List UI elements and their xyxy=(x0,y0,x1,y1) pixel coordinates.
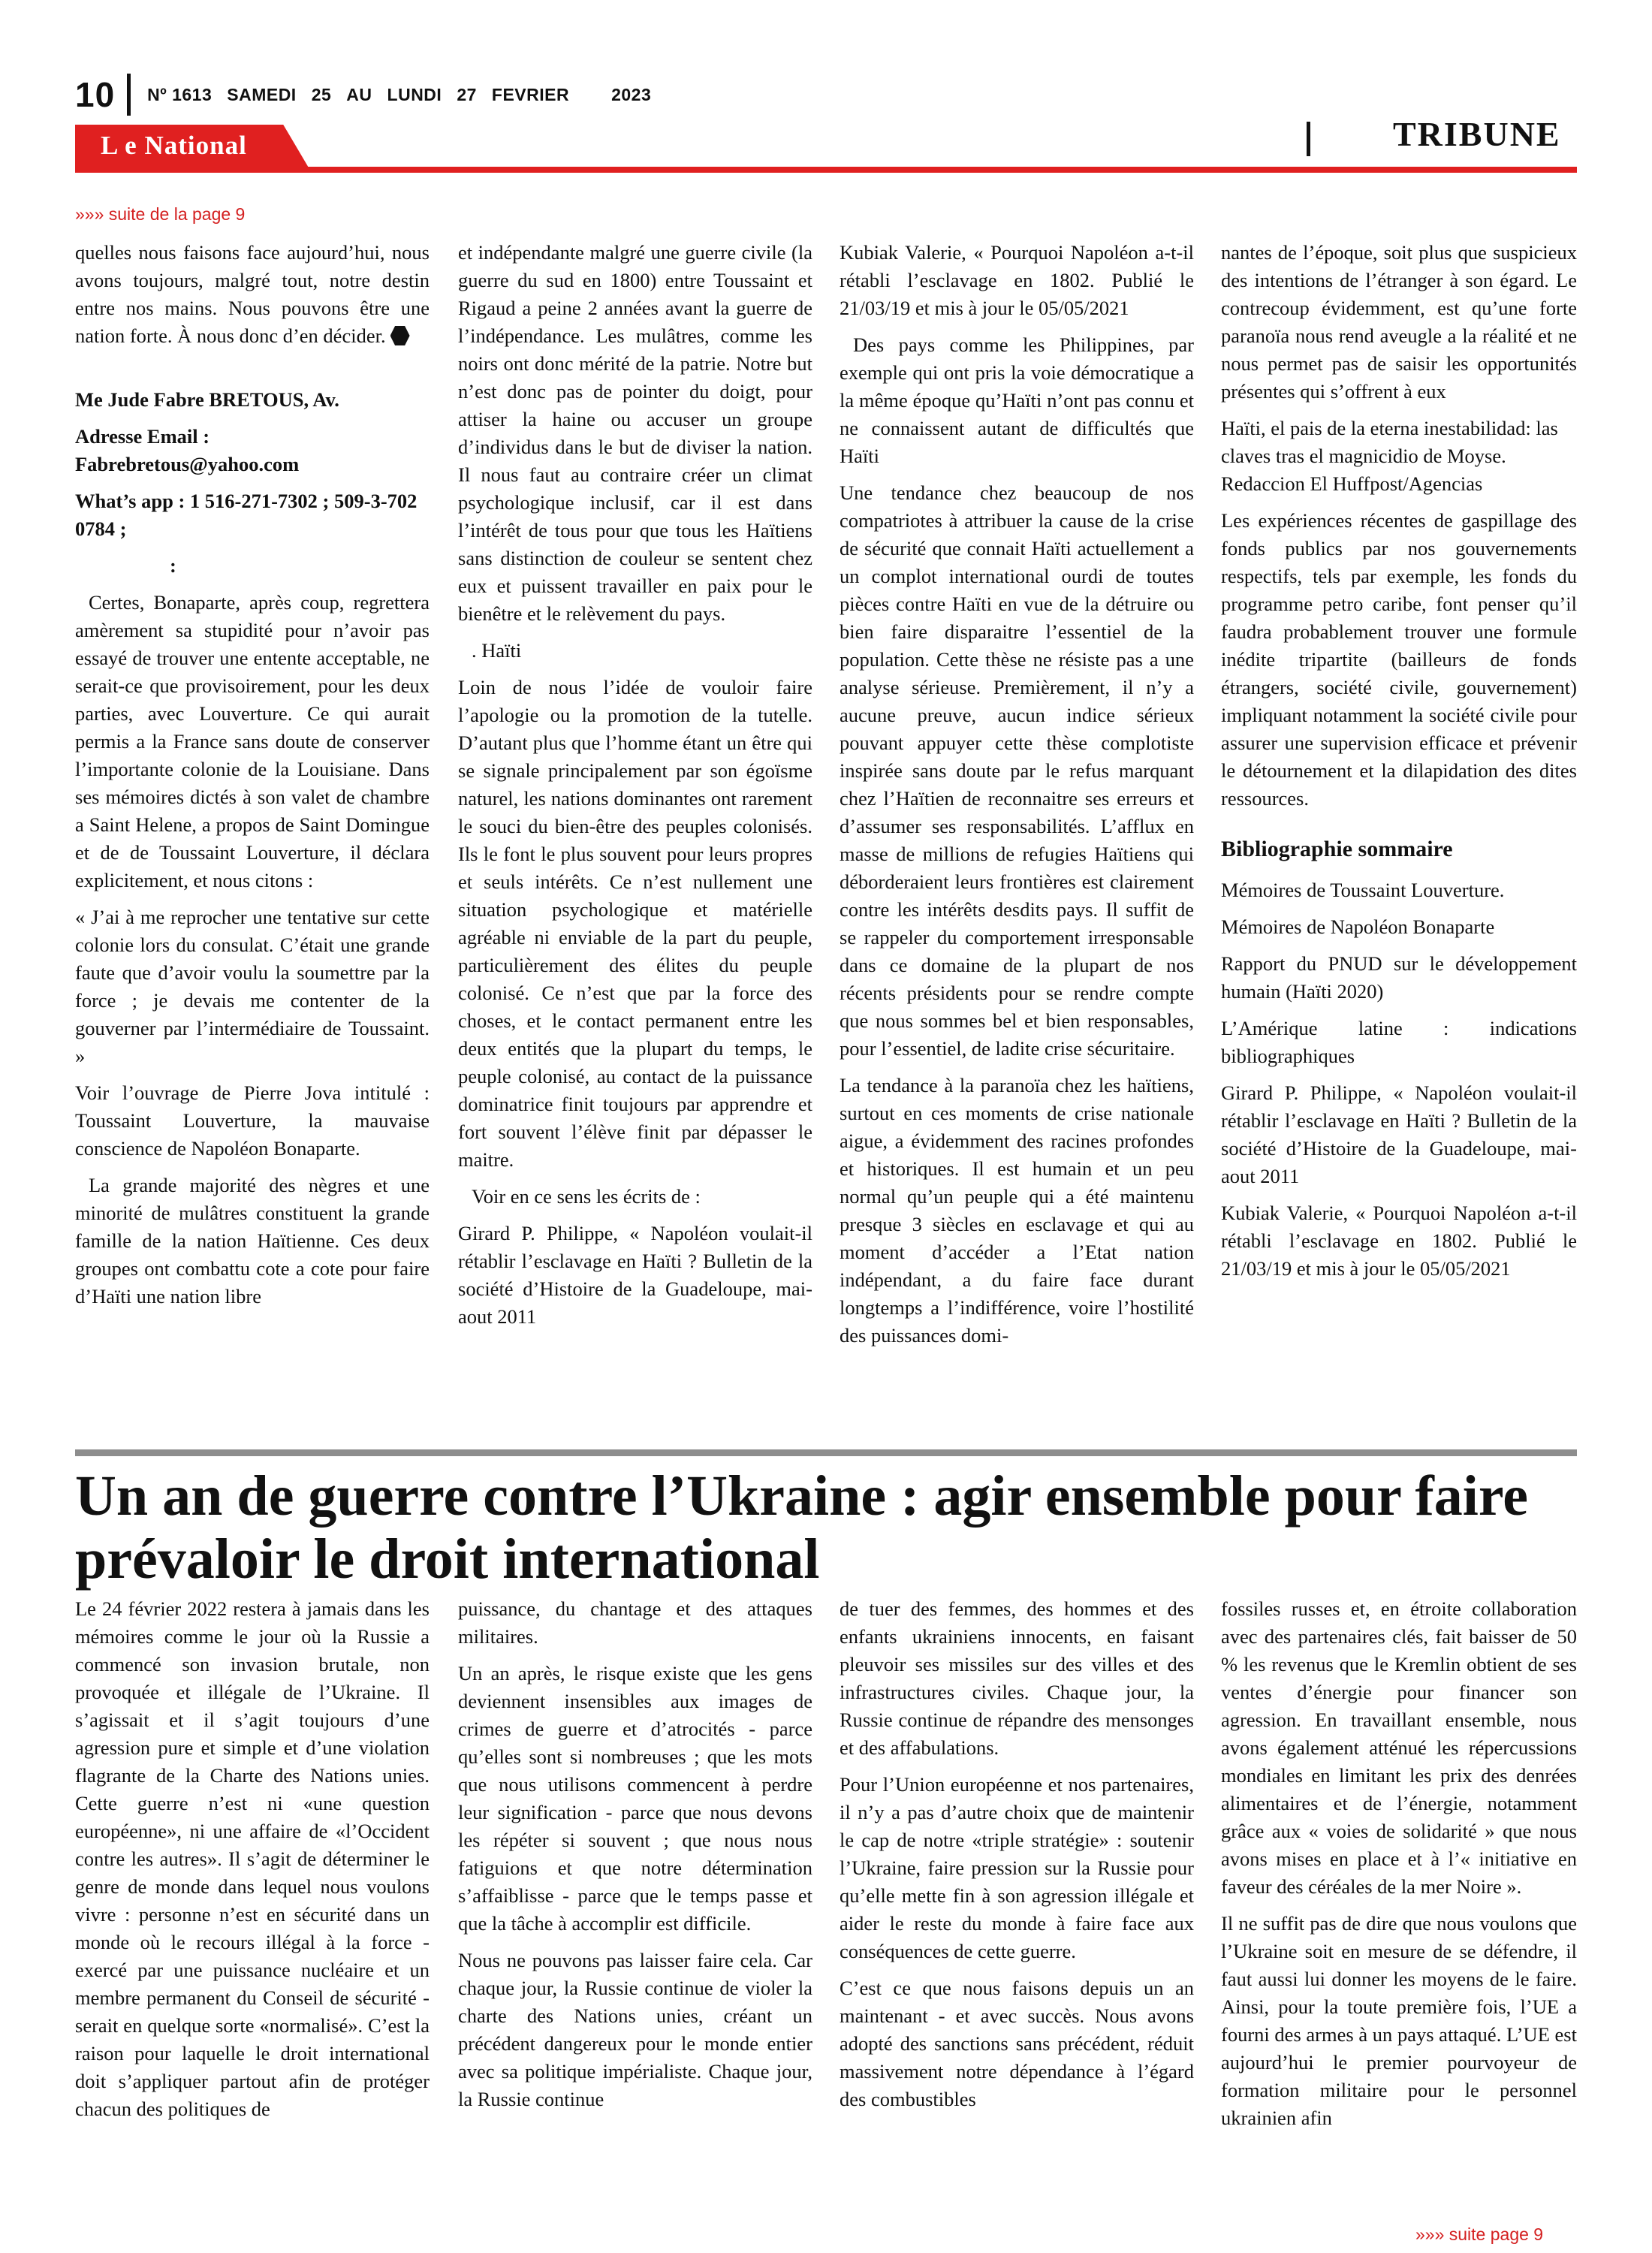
end-of-article-icon xyxy=(390,326,410,345)
top-column-1 xyxy=(75,239,430,1320)
paragraph: puissance, du chantage et des attaques militaires. xyxy=(458,1597,812,1648)
paragraph: . Haïti xyxy=(472,639,522,662)
continued-to-link: »»» suite page 9 xyxy=(1415,2224,1544,2244)
paragraph: quelles nous faisons face aujourd’hui, nous avons toujours, malgré tout, notre destin entre nos mains. Nous pouvons être une nation forte. À nous donc d’en décider. xyxy=(75,241,430,347)
paragraph: nantes de l’époque, soit plus que suspicieux des intentions de l’étranger à son égard. Le contrecoup évidemment, est qu’une forte paranoïa nous rend aveugle a la réalité et ne nous permet pas de saisir les opportunités présentes qui s’offrent à eux xyxy=(1221,241,1577,403)
bibliography-item: Mémoires de Napoléon Bonaparte xyxy=(1221,915,1495,938)
issue-date-day2: LUNDI xyxy=(387,84,442,104)
top-column-4 xyxy=(1221,239,1577,1292)
bibliography-item: Girard P. Philippe, « Napoléon voulait-il rétablir l’esclavage en Haïti ? Bulletin de la société d’Histoire de la Guadeloupe, mai-aout 2011 xyxy=(1221,1081,1577,1187)
paragraph: Kubiak Valerie, « Pourquoi Napoléon a-t-il rétabli l’esclavage en 1802. Publié le 21/03/19 et mis à jour le 05/05/2021 xyxy=(840,241,1194,319)
article-column-1 xyxy=(75,1595,430,2132)
paragraph: de tuer des femmes, des hommes et des enfants ukrainiens innocents, en faisant pleuvoir ses missiles sur des villes et des infrastructures civiles. Chaque jour, la Russie continue de répandre des mensonges et des affabulations. xyxy=(840,1597,1194,1759)
paragraph: Il ne suffit pas de dire que nous voulons que l’Ukraine soit en mesure de se défendre, il faut aussi lui donner les moyens de le faire. Ainsi, pour la toute première fois, l’UE a fourni des armes à un pays attaqué. L’UE est aujourd’hui le premier pourvoyeur de formation militaire pour le personnel ukrainien afin xyxy=(1221,1912,1577,2129)
paragraph: La grande majorité des nègres et une minorité de mulâtres constituent la grande famille de la nation Haïtienne. Ces deux groupes ont combattu cote a cote pour faire d’Haïti une nation libre xyxy=(75,1174,430,1307)
paragraph: Haïti, el pais de la eterna inestabilidad: las claves tras el magnicidio de Moyse. Redaccion El Huffpost/Agencias xyxy=(1221,417,1558,495)
paragraph: fossiles russes et, en étroite collaboration avec des partenaires clés, fait baisser de 50 % les revenus que le Kremlin obtient de ses ventes d’énergie pour financer son agression. En travaillant ensemble, nous avons également atténué les répercussions mondiales en limitant les prix des denrées alimentaires et de l’énergie, notamment grâce aux « voies de solidarité » que nous avons mises en place et à l’« initiative en faveur des céréales de la mer Noire ». xyxy=(1221,1597,1577,1898)
author-whatsapp: What’s app : 1 516-271-7302 ; 509-3-702 0784 ; xyxy=(75,490,418,540)
masthead-divider xyxy=(127,74,131,116)
paragraph: Un an après, le risque existe que les gens deviennent insensibles aux images de crimes de guerre et d’atrocités - parce qu’elles sont si nombreuses ; que les mots que nous utilisons commencent à perdre leur signification - parce que nous devons les répéter si souvent ; que nous nous fatiguions et que notre détermination s’affaiblisse - parce que le temps passe et que la tâche à accomplir est difficile. xyxy=(458,1662,812,1935)
continued-from-link: »»» suite de la page 9 xyxy=(75,204,246,224)
article-column-4 xyxy=(1221,1595,1577,2141)
paragraph: Nous ne pouvons pas laisser faire cela. Car chaque jour, la Russie continue de violer la charte des Nations unies, créant un précédent dangereux pour le monde entier avec sa politique impérialiste. Chaque jour, la Russie continue xyxy=(458,1949,812,2110)
issue-date-num2: 27 xyxy=(457,84,477,104)
brand-name: L e National xyxy=(101,131,247,160)
bibliography-item: L’Amérique latine : indications bibliographiques xyxy=(1221,1017,1577,1067)
paragraph: Voir l’ouvrage de Pierre Jova intitulé : Toussaint Louverture, la mauvaise conscience de Napoléon Bonaparte. xyxy=(75,1081,430,1160)
bibliography-item: Rapport du PNUD sur le développement humain (Haïti 2020) xyxy=(1221,952,1577,1003)
paragraph: Voir en ce sens les écrits de : xyxy=(472,1185,701,1208)
issue-date-au: AU xyxy=(346,84,372,104)
article-divider xyxy=(75,1449,1577,1456)
article-headline: Un an de guerre contre l’Ukraine : agir ensemble pour faire prévaloir le droit international xyxy=(75,1464,1528,1591)
paragraph: Loin de nous l’idée de vouloir faire l’apologie ou la promotion de la tutelle. D’autant plus que l’homme étant un être qui se signale principalement par son égoïsme naturel, les nations dominantes ont rarement le souci du bien-être des peuples colonisés. Ils le font le plus souvent pour leurs propres et seuls intérêts. Ce n’est nullement une situation psychologique et matérielle agréable ni enviable de la part du peuple, particulièrement des élites du peuple colonisé. Ce n’est que par la force des choses, et le contact permanent entre les deux entités que la plupart du temps, le peuple colonisé, au contact de la puissance dominatrice finit toujours par apprendre et fort souvent l’élève finit par dépasser le maitre. xyxy=(458,676,812,1171)
paragraph: C’est ce que nous faisons depuis un an maintenant - et avec succès. Nous avons adopté des sanctions sans précédent, réduit massivement notre dépendance à l’égard des combustibles xyxy=(840,1977,1194,2110)
issue-year: 2023 xyxy=(611,84,652,104)
paragraph: Girard P. Philippe, « Napoléon voulait-il rétablir l’esclavage en Haïti ? Bulletin de la société d’Histoire de la Guadeloupe, mai-aout 2011 xyxy=(458,1222,812,1328)
paragraph: Le 24 février 2022 restera à jamais dans les mémoires comme le jour où la Russie a commencé son invasion brutale, non provoquée et illégale de l’Ukraine. Il s’agissait et il s’agit toujours d’une agression pure et simple et d’une violation flagrante de la Charte des Nations unies. Cette guerre n’est ni «une question européenne», ni une affaire de «l’Occident contre les autres». Il s’agit de déterminer le genre de monde dans lequel nous voulons vivre : personne n’est en sécurité dans un monde où le recours illégal à la force - exercé par une puissance nucléaire et un membre permanent du Conseil de sécurité - serait en quelque sorte «normalisé». C’est la raison pour laquelle le droit international doit s’appliquer partout afin de protéger chacun des politiques de xyxy=(75,1597,430,2120)
paragraph: Des pays comme les Philippines, par exemple qui ont pris la voie démocratique a la même époque qu’Haïti n’ont pas connu et ne connaissent autant de difficultés que Haïti xyxy=(840,333,1194,467)
issue-date-num1: 25 xyxy=(311,84,332,104)
author-email: Adresse Email : Fabrebretous@yahoo.com xyxy=(75,425,300,475)
issue-date-day1: SAMEDI xyxy=(227,84,297,104)
bibliography-title: Bibliographie sommaire xyxy=(1221,837,1453,861)
author-colon: : xyxy=(170,554,176,577)
article-column-3 xyxy=(840,1595,1194,2122)
section-divider xyxy=(1307,122,1310,156)
issue-line xyxy=(147,85,651,105)
section-title: TRIBUNE xyxy=(1393,115,1561,153)
paragraph: Pour l’Union européenne et nos partenaires, il n’y a pas d’autre choix que de maintenir le cap de notre «triple stratégie» : soutenir l’Ukraine, faire pression sur la Russie pour qu’elle mette fin à son agression illégale et aider le reste du monde à faire face aux conséquences de cette guerre. xyxy=(840,1773,1194,1962)
author-name: Me Jude Fabre BRETOUS, Av. xyxy=(75,388,339,411)
article-column-2 xyxy=(458,1595,812,2122)
bibliography-item: Kubiak Valerie, « Pourquoi Napoléon a-t-il rétabli l’esclavage en 1802. Publié le 21/03/19 et mis à jour le 05/05/2021 xyxy=(1221,1202,1577,1280)
top-column-3 xyxy=(840,239,1194,1359)
quote-paragraph: « J’ai à me reprocher une tentative sur cette colonie lors du consulat. C’était une grande faute que d’avoir voulu la soumettre par la force ; je devais me contenter de la gouverner par l’intermédiaire de Toussaint. » xyxy=(75,906,430,1067)
paragraph: Une tendance chez beaucoup de nos compatriotes à attribuer la cause de la crise de sécurité que connait Haïti actuellement a un complot international ourdi de toutes pièces contre Haïti en vue de la détruire ou bien faire disparaitre l’essentiel de la population. Cette thèse ne résiste pas a une analyse sérieuse. Premièrement, il n’y a aucune preuve, aucun indice sérieux pouvant appuyer cette thèse complotiste inspirée sans doute par le refus marquant chez l’Haïtien de reconnaitre ses erreurs et d’assumer ses responsabilités. L’afflux en masse de millions de refugies Haïtiens qui déborderaient leurs frontières est clairement contre les intérêts desdits pays. Il suffit de se rappeler du comportement irresponsable dans ce domaine de la plupart de nos récents présidents pour se rendre compte que nous sommes bel et bien responsables, pour l’essentiel, de ladite crise sécuritaire. xyxy=(840,481,1194,1060)
paragraph: La tendance à la paranoïa chez les haïtiens, surtout en ces moments de crise nationale aigue, a évidemment des racines profondes et historiques. Il est humain et un peu normal qu’un peuple qui a été maintenu presque 3 siècles en esclavage et qui au moment d’accéder a l’Etat nation indépendant, a du faire face durant longtemps a l’indifférence, voire l’hostilité des puissances domi- xyxy=(840,1074,1194,1347)
paragraph: Les expériences récentes de gaspillage des fonds publics par nos gouvernements respectifs, tels par exemple, les fonds du programme petro caribe, font penser qu’il faudra probablement trouver une formule inédite tripartite (bailleurs de fonds étrangers, société civile, gouvernement) impliquant notamment la société civile pour assurer une supervision efficace et prévenir le détournement et la dilapidation des dites ressources. xyxy=(1221,509,1577,810)
masthead xyxy=(75,72,651,117)
bibliography-item: Mémoires de Toussaint Louverture. xyxy=(1221,879,1505,901)
top-column-2 xyxy=(458,239,812,1340)
paragraph: et indépendante malgré une guerre civile (la guerre du sud en 1800) entre Toussaint et Rigaud a peine 2 années avant la guerre de l’indépendance. Les mulâtres, comme les noirs ont donc mérité de la patrie. Notre but n’est donc pas de pointer du doigt, pour attiser la haine ou accuser un groupe d’individus dans le but de diviser la nation. Il nous faut au contraire créer un climat psychologique inclusif, car il est dans l’intérêt de tous pour que tous les Haïtiens sans distinction de couleur se sentent chez eux et puissent travailler en paix pour le bienêtre et le relèvement du pays. xyxy=(458,241,812,625)
page-number: 10 xyxy=(75,75,116,114)
issue-number: Nº 1613 xyxy=(147,84,213,104)
paragraph: Certes, Bonaparte, après coup, regrettera amèrement sa stupidité pour n’avoir pas essayé de trouver une entente acceptable, ne serait-ce que provisoirement, pour les deux parties, avec Louverture. Ce qui aurait permis a la France sans doute de conserver l’importante colonie de la Louisiane. Dans ses mémoires dictés à son valet de chambre a Saint Helene, a propos de Saint Domingue et de de Toussaint Louverture, il déclara explicitement, et nous citons : xyxy=(75,591,430,891)
issue-date-month: FEVRIER xyxy=(491,84,570,104)
